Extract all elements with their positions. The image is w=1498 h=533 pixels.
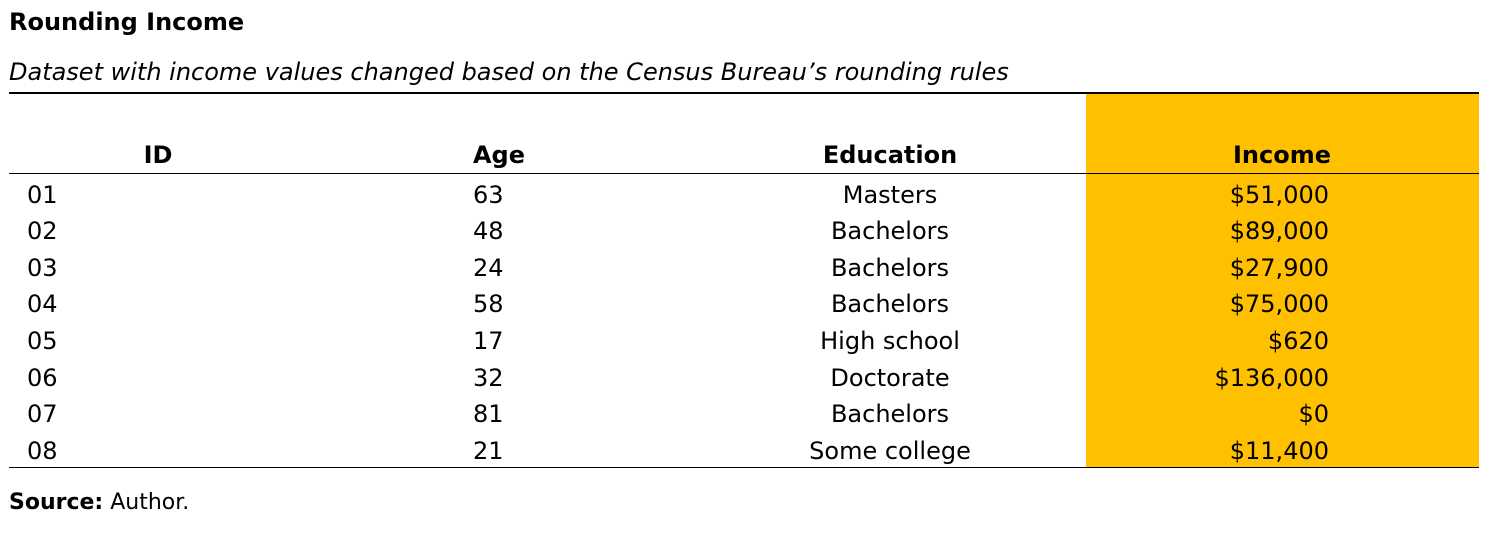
cell-income: $11,400 (1229, 437, 1329, 465)
cell-age: 32 (473, 364, 504, 392)
cell-age: 58 (473, 290, 504, 318)
header-age: Age (472, 141, 526, 169)
header-id: ID (143, 141, 173, 169)
cell-income: $75,000 (1229, 290, 1329, 318)
bottom-rule (9, 467, 1479, 468)
cell-education: Bachelors (830, 254, 950, 282)
cell-education: Masters (842, 181, 938, 209)
header-rule (9, 173, 1479, 174)
cell-income: $136,000 (1214, 364, 1329, 392)
cell-id: 05 (27, 327, 58, 355)
header-income: Income (1232, 141, 1332, 169)
source-label: Source: (9, 490, 104, 515)
cell-education: Bachelors (830, 217, 950, 245)
cell-id: 01 (27, 181, 58, 209)
cell-age: 21 (473, 437, 504, 465)
cell-education: Some college (809, 437, 971, 465)
cell-income: $27,900 (1229, 254, 1329, 282)
cell-id: 07 (27, 400, 58, 428)
cell-age: 48 (473, 217, 504, 245)
cell-id: 06 (27, 364, 58, 392)
cell-age: 63 (473, 181, 504, 209)
source-note (9, 488, 189, 518)
table-subtitle: Dataset with income values changed based on the Census Bureau’s rounding rules (9, 58, 1009, 86)
cell-education: Doctorate (830, 364, 950, 392)
cell-age: 81 (473, 400, 504, 428)
cell-education: High school (820, 327, 960, 355)
source-text: Author. (110, 490, 190, 515)
cell-education: Bachelors (830, 400, 950, 428)
cell-age: 17 (473, 327, 504, 355)
cell-id: 04 (27, 290, 58, 318)
header-education: Education (822, 141, 958, 169)
table-title: Rounding Income (9, 8, 245, 36)
cell-income: $51,000 (1229, 181, 1329, 209)
cell-id: 02 (27, 217, 58, 245)
cell-age: 24 (473, 254, 504, 282)
top-rule (9, 92, 1479, 94)
cell-income: $0 (1298, 400, 1329, 428)
cell-education: Bachelors (830, 290, 950, 318)
cell-income: $89,000 (1229, 217, 1329, 245)
cell-id: 03 (27, 254, 58, 282)
cell-id: 08 (27, 437, 58, 465)
cell-income: $620 (1267, 327, 1329, 355)
